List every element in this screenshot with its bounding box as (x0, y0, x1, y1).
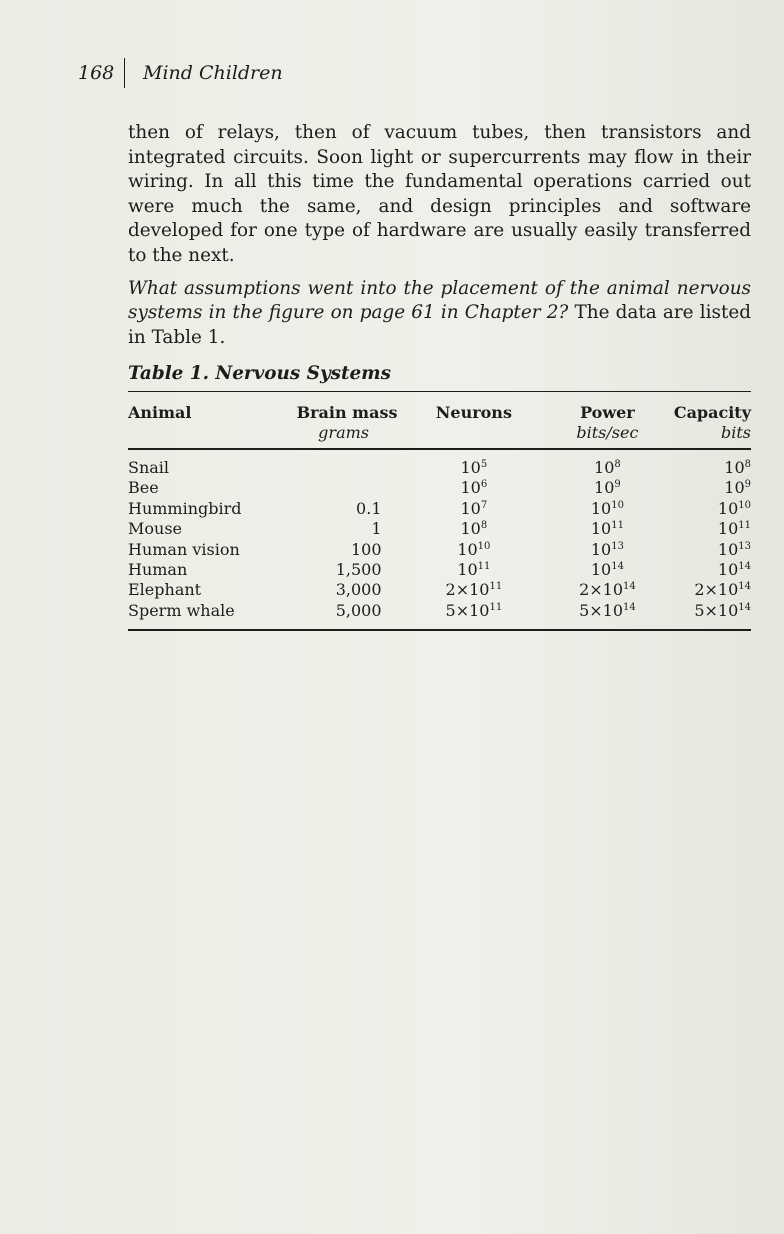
unit-capacity: bits (721, 423, 751, 443)
cell-power (550, 580, 664, 600)
cell-neurons (398, 478, 551, 498)
power-exponent: 14 (623, 581, 636, 593)
cell-animal: Hummingbird (128, 498, 242, 518)
cell-neurons (398, 499, 551, 519)
neurons-mantissa: 5×10 (445, 600, 490, 620)
table-row (128, 560, 751, 580)
neurons-exponent: 5 (480, 458, 488, 470)
power-mantissa: 10 (590, 519, 612, 539)
neurons-exponent: 11 (477, 560, 491, 572)
capacity-mantissa: 10 (717, 498, 739, 518)
power-exponent: 10 (611, 499, 624, 511)
cell-capacity (665, 540, 751, 560)
capacity-mantissa: 10 (717, 519, 739, 539)
cell-animal: Sperm whale (128, 600, 235, 620)
cell-power (550, 601, 664, 621)
power-exponent: 9 (614, 479, 621, 491)
power-exponent: 11 (611, 520, 624, 532)
power-exponent: 14 (623, 601, 636, 613)
cell-brain-mass: 5,000 (335, 600, 382, 620)
cell-brain-mass: 1 (371, 519, 382, 539)
table-row (128, 458, 751, 478)
cell-animal: Human (128, 559, 188, 579)
table-header-row (128, 402, 751, 424)
cell-neurons (398, 458, 551, 478)
cell-neurons (398, 519, 551, 539)
power-mantissa: 5×10 (579, 600, 624, 620)
neurons-mantissa: 2×10 (445, 580, 490, 600)
power-mantissa: 10 (594, 457, 615, 477)
header-divider (124, 58, 125, 88)
table-row (128, 540, 751, 560)
neurons-exponent: 8 (480, 520, 488, 532)
question-paragraph (128, 277, 751, 351)
power-mantissa: 10 (594, 478, 615, 498)
cell-animal: Mouse (128, 519, 182, 539)
cell-power (550, 519, 664, 539)
cell-power (550, 458, 664, 478)
cell-capacity (665, 499, 751, 519)
header-capacity: Capacity (673, 403, 751, 423)
book-title: Mind Children (143, 62, 283, 84)
cell-animal: Elephant (128, 580, 202, 600)
cell-brain-mass: 3,000 (335, 580, 382, 600)
question-text: What assumptions went into the placement of the animal nervous systems in the figure on page 61 in Chapter 2? (128, 277, 751, 324)
page-number: 168 (78, 62, 115, 84)
capacity-exponent: 14 (738, 601, 751, 613)
table-bottom-rule (128, 629, 751, 631)
cell-animal: Human vision (128, 539, 240, 559)
neurons-mantissa: 10 (457, 559, 478, 579)
neurons-exponent: 11 (489, 601, 503, 613)
capacity-exponent: 14 (738, 581, 751, 593)
power-mantissa: 10 (590, 559, 612, 579)
cell-power (550, 540, 664, 560)
neurons-exponent: 11 (489, 581, 503, 593)
cell-power (550, 499, 664, 519)
neurons-mantissa: 10 (460, 478, 481, 498)
cell-brain-mass (290, 478, 398, 498)
cell-animal: Snail (128, 457, 170, 477)
table-header-rule (128, 448, 751, 450)
table-unit-row (128, 424, 751, 442)
header-power: Power (580, 403, 635, 423)
neurons-exponent: 7 (480, 499, 488, 511)
neurons-exponent: 10 (477, 540, 491, 552)
capacity-exponent: 8 (744, 458, 751, 470)
body-paragraph: then of relays, then of vacuum tubes, then transistors and integrated circuits. Soon light or supercurrents may flow in their wiring. In all this time the fundamental operations carried out were much the same, and design principles and software developed for one type of hardware are usually easily transferred to the next. (128, 122, 751, 266)
cell-brain-mass: 0.1 (356, 498, 382, 518)
cell-capacity (665, 601, 751, 621)
header-brain-mass: Brain mass (296, 403, 398, 423)
cell-brain-mass: 1,500 (335, 559, 382, 579)
table-row (128, 519, 751, 539)
power-exponent: 8 (614, 458, 621, 470)
table-row (128, 478, 751, 498)
cell-capacity (665, 519, 751, 539)
running-header (78, 58, 283, 88)
power-mantissa: 10 (590, 498, 612, 518)
header-animal: Animal (128, 403, 192, 423)
cell-capacity (665, 458, 751, 478)
table-row (128, 580, 751, 600)
neurons-mantissa: 10 (460, 498, 481, 518)
cell-neurons (398, 560, 551, 580)
page-body (128, 121, 751, 631)
power-exponent: 13 (611, 540, 624, 552)
neurons-mantissa: 10 (460, 519, 481, 539)
neurons-mantissa: 10 (457, 539, 478, 559)
table-row (128, 499, 751, 519)
capacity-exponent: 14 (738, 560, 751, 572)
capacity-exponent: 9 (744, 479, 751, 491)
cell-capacity (665, 580, 751, 600)
cell-neurons (398, 580, 551, 600)
power-mantissa: 10 (590, 539, 612, 559)
cell-capacity (665, 478, 751, 498)
cell-capacity (665, 560, 751, 580)
neurons-exponent: 6 (480, 479, 488, 491)
capacity-mantissa: 10 (724, 478, 745, 498)
cell-animal: Bee (128, 478, 159, 498)
capacity-exponent: 11 (738, 520, 751, 532)
cell-neurons (398, 601, 551, 621)
capacity-mantissa: 10 (724, 457, 745, 477)
cell-brain-mass (290, 458, 398, 478)
cell-power (550, 478, 664, 498)
capacity-mantissa: 2×10 (694, 580, 739, 600)
capacity-mantissa: 10 (717, 539, 739, 559)
answer-text: The data are listed in Table 1. (128, 302, 752, 348)
table-title: Table 1. Nervous Systems (128, 363, 391, 385)
capacity-exponent: 10 (738, 499, 751, 511)
nervous-systems-table (128, 402, 751, 621)
table-row (128, 601, 751, 621)
capacity-mantissa: 5×10 (694, 600, 739, 620)
capacity-mantissa: 10 (717, 559, 739, 579)
header-neurons: Neurons (435, 403, 512, 423)
power-mantissa: 2×10 (579, 580, 624, 600)
cell-neurons (398, 540, 551, 560)
power-exponent: 14 (611, 560, 624, 572)
table-body (128, 458, 751, 621)
capacity-exponent: 13 (738, 540, 751, 552)
unit-power: bits/sec (576, 423, 639, 443)
neurons-mantissa: 10 (460, 457, 481, 477)
unit-brain-mass: grams (318, 423, 369, 443)
cell-power (550, 560, 664, 580)
cell-brain-mass: 100 (350, 539, 382, 559)
table-top-rule (128, 391, 751, 393)
